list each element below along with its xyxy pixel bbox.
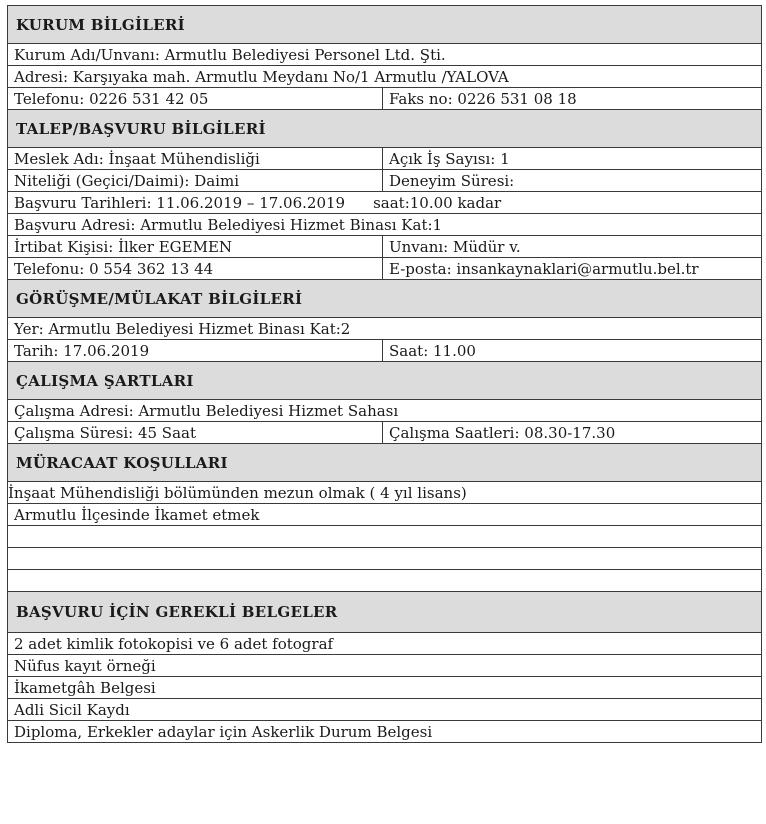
section-header-gorusme [8, 280, 762, 318]
list-item [8, 699, 762, 721]
form-row [8, 258, 762, 280]
muracaat-item: İnşaat Mühendisliği bölümünden mezun olmak ( 4 yıl lisans) [8, 482, 762, 504]
belge-item: Nüfus kayıt örneği [8, 655, 762, 677]
form-row [8, 400, 762, 422]
section-title: GÖRÜŞME/MÜLAKAT BİLGİLERİ [8, 280, 762, 318]
list-item [8, 482, 762, 504]
form-row [8, 148, 762, 170]
section-title: BAŞVURU İÇİN GEREKLİ BELGELER [8, 592, 762, 633]
gorusme-tarih-field: Tarih: 17.06.2019 [8, 340, 383, 362]
empty-row [8, 570, 762, 592]
basvuru-tarih-text: Başvuru Tarihleri: 11.06.2019 – 17.06.2019 [14, 193, 346, 212]
kurum-adres-field: Adresi: Karşıyaka mah. Armutlu Meydanı No/1 Armutlu /YALOVA [8, 66, 762, 88]
section-header-talep [8, 110, 762, 148]
section-header-kurum [8, 6, 762, 44]
form-row [8, 318, 762, 340]
gorusme-saat-field: Saat: 11.00 [383, 340, 762, 362]
form-row [8, 170, 762, 192]
belge-item: İkametgâh Belgesi [8, 677, 762, 699]
basvuru-saat-text: saat:10.00 kadar [373, 193, 502, 212]
application-table [7, 5, 762, 743]
section-header-muracaat [8, 444, 762, 482]
section-title: TALEP/BAŞVURU BİLGİLERİ [8, 110, 762, 148]
eposta-field: E-posta: insankaynaklari@armutlu.bel.tr [383, 258, 762, 280]
form-row [8, 66, 762, 88]
belge-item: Diploma, Erkekler adaylar için Askerlik Durum Belgesi [8, 721, 762, 743]
form-row [8, 340, 762, 362]
section-header-calisma [8, 362, 762, 400]
calisma-sure-field: Çalışma Süresi: 45 Saat [8, 422, 383, 444]
acik-is-field: Açık İş Sayısı: 1 [383, 148, 762, 170]
form-row [8, 192, 762, 214]
list-item [8, 721, 762, 743]
belge-item: 2 adet kimlik fotokopisi ve 6 adet fotograf [8, 633, 762, 655]
empty-row [8, 548, 762, 570]
form-row [8, 236, 762, 258]
basvuru-tarih-field [8, 192, 762, 214]
kurum-telefon-field: Telefonu: 0226 531 42 05 [8, 88, 383, 110]
list-item [8, 677, 762, 699]
form-row [8, 214, 762, 236]
section-title: MÜRACAAT KOŞULLARI [8, 444, 762, 482]
muracaat-item: Armutlu İlçesinde İkamet etmek [8, 504, 762, 526]
gorusme-yer-field: Yer: Armutlu Belediyesi Hizmet Binası Kat:2 [8, 318, 762, 340]
belge-item: Adli Sicil Kaydı [8, 699, 762, 721]
form-row [8, 422, 762, 444]
empty-row [8, 526, 762, 548]
kurum-adi-field: Kurum Adı/Unvanı: Armutlu Belediyesi Personel Ltd. Şti. [8, 44, 762, 66]
calisma-adres-field: Çalışma Adresi: Armutlu Belediyesi Hizmet Sahası [8, 400, 762, 422]
section-title: ÇALIŞMA ŞARTLARI [8, 362, 762, 400]
irtibat-field: İrtibat Kişisi: İlker EGEMEN [8, 236, 383, 258]
unvan-field: Unvanı: Müdür v. [383, 236, 762, 258]
kurum-faks-field: Faks no: 0226 531 08 18 [383, 88, 762, 110]
list-item [8, 655, 762, 677]
talep-telefon-field: Telefonu: 0 554 362 13 44 [8, 258, 383, 280]
form-row [8, 44, 762, 66]
section-header-belgeler [8, 592, 762, 633]
calisma-saatler-field: Çalışma Saatleri: 08.30-17.30 [383, 422, 762, 444]
list-item [8, 633, 762, 655]
deneyim-field: Deneyim Süresi: [383, 170, 762, 192]
list-item [8, 504, 762, 526]
nitelik-field: Niteliği (Geçici/Daimi): Daimi [8, 170, 383, 192]
basvuru-adres-field: Başvuru Adresi: Armutlu Belediyesi Hizmet Binası Kat:1 [8, 214, 762, 236]
section-title: KURUM BİLGİLERİ [8, 6, 762, 44]
form-row [8, 88, 762, 110]
meslek-field: Meslek Adı: İnşaat Mühendisliği [8, 148, 383, 170]
